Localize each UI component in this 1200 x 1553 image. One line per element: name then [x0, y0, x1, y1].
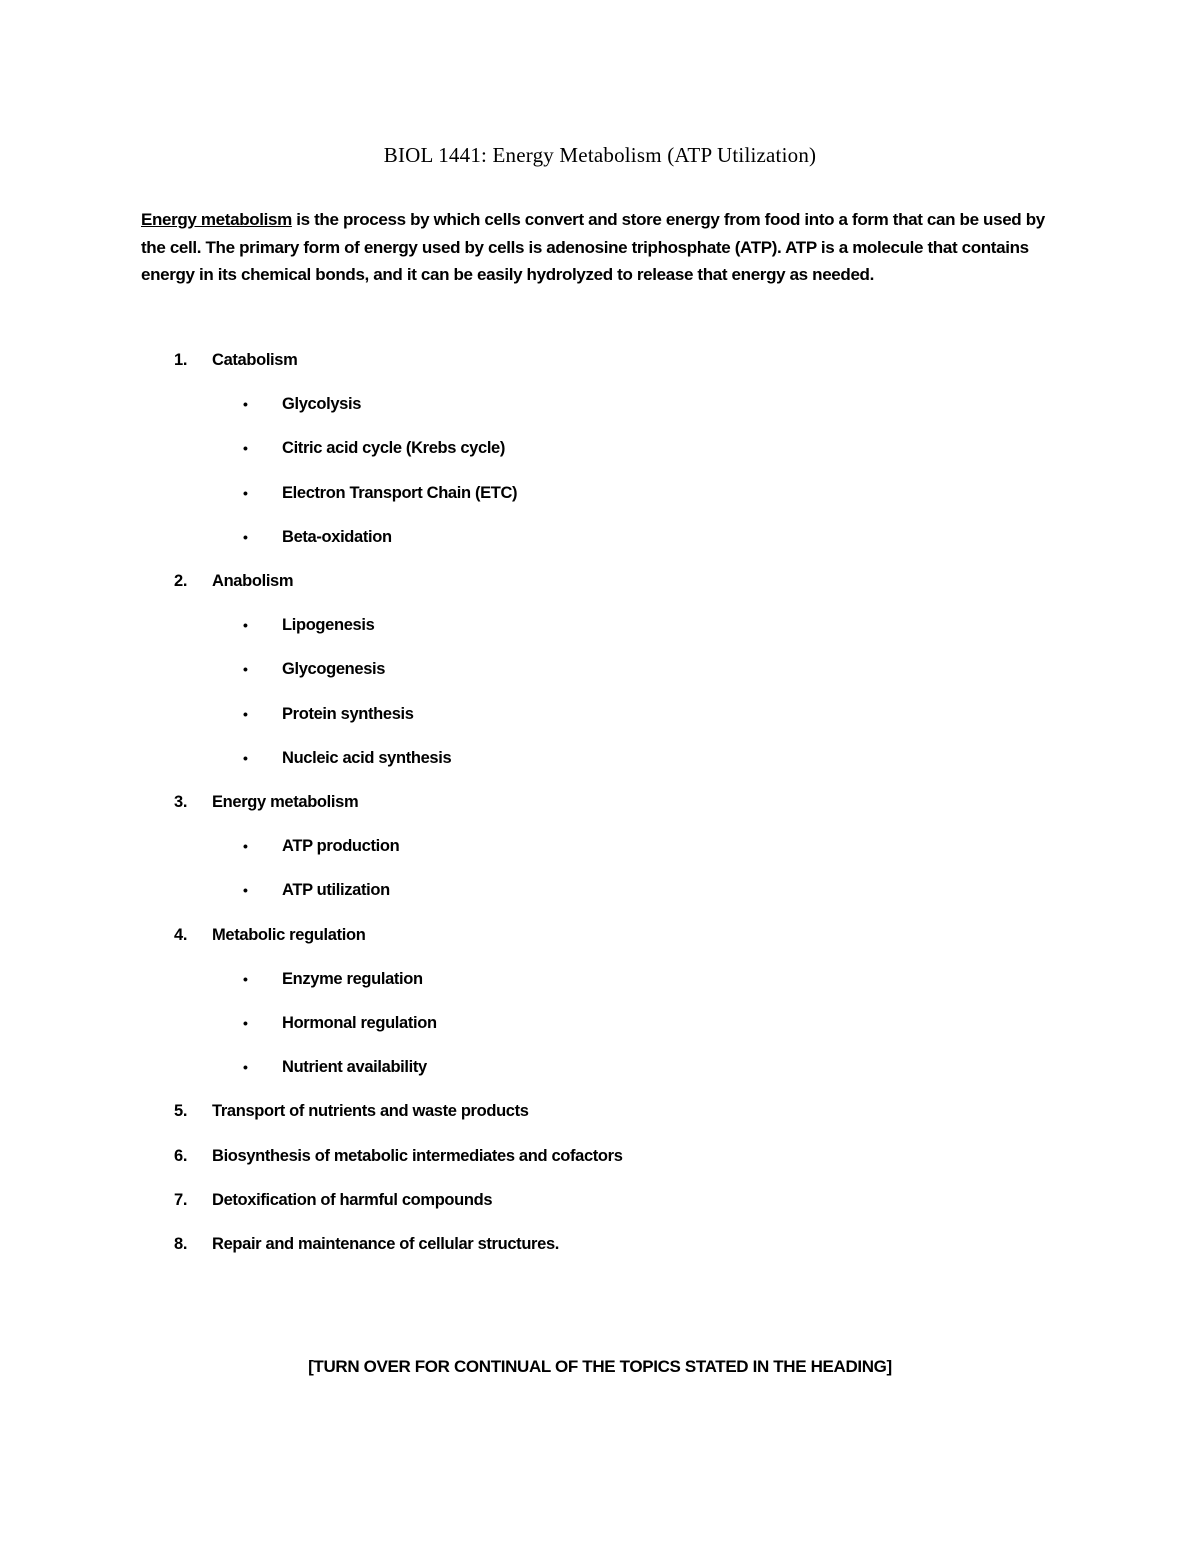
- bullet-icon: •: [243, 528, 248, 545]
- outline-item-label: Detoxification of harmful compounds: [212, 1190, 493, 1209]
- bullet-icon: •: [243, 705, 248, 722]
- outline-subitem-label: Glycolysis: [282, 395, 362, 414]
- outline-subitem-label: Nucleic acid synthesis: [282, 748, 452, 767]
- outline-item: [0, 1232, 1200, 1256]
- outline-subitem: [0, 702, 1200, 726]
- outline-subitem-label: Citric acid cycle (Krebs cycle): [282, 439, 506, 458]
- outline-subitem: [0, 481, 1200, 505]
- bullet-icon: •: [243, 749, 248, 766]
- bullet-icon: •: [243, 396, 248, 413]
- outline-item: [0, 923, 1200, 947]
- outline-item: [0, 569, 1200, 593]
- bullet-icon: •: [243, 661, 248, 678]
- intro-term: Energy metabolism: [141, 210, 292, 229]
- outline-subitem: [0, 967, 1200, 991]
- intro-text: is the process by which cells convert and store energy from food into a form that can be used by the cell. The primary form of energy used by cells is adenosine triphosphate (ATP). ATP is a molecule that contains energy in its chemical bonds, and it can be easily hydrolyzed to release that energy as needed.: [141, 210, 1045, 284]
- outline-subitem-label: ATP production: [282, 837, 400, 856]
- outline-subitem: [0, 392, 1200, 416]
- bullet-icon: •: [243, 484, 248, 501]
- outline-subitem: [0, 834, 1200, 858]
- outline-item-label: Transport of nutrients and waste products: [212, 1102, 529, 1121]
- outline-subitem-label: ATP utilization: [282, 881, 390, 900]
- bullet-icon: •: [243, 1015, 248, 1031]
- outline-item-number: 2.: [174, 572, 188, 590]
- outline-subitem: [0, 878, 1200, 902]
- outline-subitem-label: Electron Transport Chain (ETC): [282, 483, 518, 502]
- outline-item-label: Biosynthesis of metabolic intermediates and cofactors: [212, 1146, 623, 1165]
- outline-subitem: [0, 657, 1200, 681]
- bullet-icon: •: [243, 617, 248, 634]
- outline-item-number: 7.: [174, 1190, 188, 1209]
- outline-item-label: Energy metabolism: [212, 793, 359, 811]
- outline-item-label: Repair and maintenance of cellular structures.: [212, 1235, 560, 1253]
- outline-item-label: Anabolism: [212, 572, 294, 590]
- outline-subitem: [0, 1055, 1200, 1079]
- outline-item-number: 6.: [174, 1146, 188, 1165]
- outline-item-label: Metabolic regulation: [212, 925, 366, 944]
- outline-subitem: [0, 613, 1200, 637]
- outline-subitem-label: Enzyme regulation: [282, 969, 423, 988]
- outline-item: [0, 790, 1200, 814]
- outline-subitem-label: Hormonal regulation: [282, 1014, 437, 1032]
- outline-item: [0, 1099, 1200, 1123]
- outline-item-label: Catabolism: [212, 351, 298, 369]
- document-title: BIOL 1441: Energy Metabolism (ATP Utilization): [383, 143, 817, 167]
- outline-item-number: 1.: [174, 351, 188, 369]
- outline-item-number: 3.: [174, 793, 188, 811]
- bullet-icon: •: [243, 970, 248, 987]
- outline-item-number: 4.: [174, 925, 188, 944]
- outline-item-number: 5.: [174, 1102, 188, 1121]
- outline-subitem: [0, 436, 1200, 460]
- outline-subitem-label: Nutrient availability: [282, 1058, 427, 1077]
- outline-subitem: [0, 525, 1200, 549]
- outline-item: [0, 1188, 1200, 1212]
- bullet-icon: •: [243, 1059, 248, 1076]
- outline-subitem-label: Beta-oxidation: [282, 527, 392, 546]
- outline-subitem: [0, 1011, 1200, 1035]
- footer-note: [TURN OVER FOR CONTINUAL OF THE TOPICS STATED IN THE HEADING]: [308, 1357, 892, 1376]
- outline-subitem-label: Protein synthesis: [282, 704, 414, 723]
- outline-item: [0, 348, 1200, 372]
- outline-subitem-label: Lipogenesis: [282, 616, 375, 635]
- outline-item: [0, 1144, 1200, 1168]
- bullet-icon: •: [243, 882, 248, 899]
- outline-subitem: [0, 746, 1200, 770]
- outline-item-number: 8.: [174, 1235, 188, 1253]
- bullet-icon: •: [243, 838, 248, 855]
- bullet-icon: •: [243, 440, 248, 457]
- outline-subitem-label: Glycogenesis: [282, 660, 386, 679]
